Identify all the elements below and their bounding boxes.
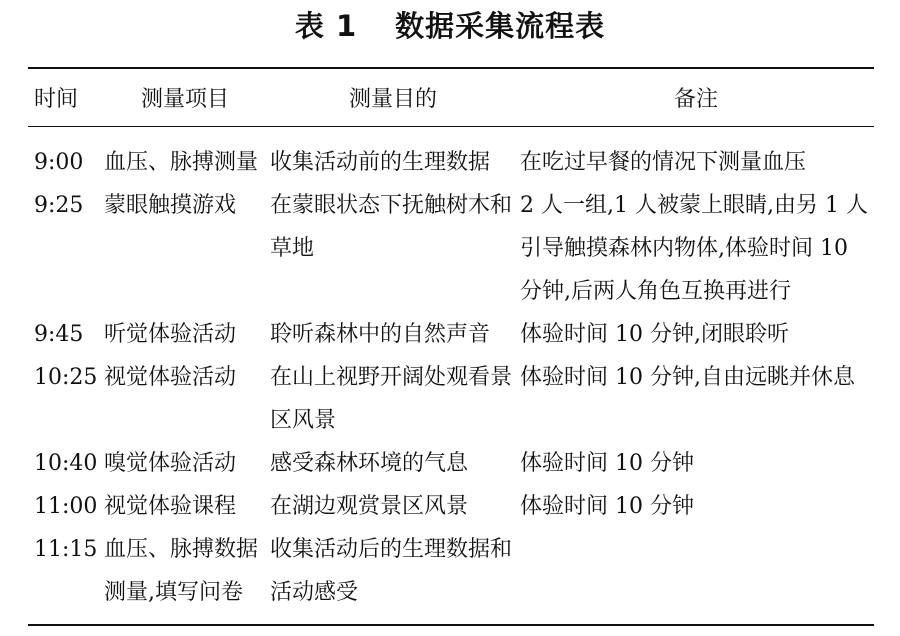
table-row bbox=[28, 485, 874, 528]
cell-note: 体验时间 10 分钟,自由远眺并休息 bbox=[520, 365, 855, 390]
cell-note bbox=[518, 528, 874, 614]
cell-purpose: 在湖边观赏景区风景 bbox=[270, 494, 469, 519]
cell-note: 在吃过早餐的情况下测量血压 bbox=[520, 150, 807, 175]
cell-item: 听觉体验活动 bbox=[104, 322, 237, 347]
header-row bbox=[28, 69, 874, 126]
cell-purpose: 在山上视野开阔处观看景区风景 bbox=[270, 365, 513, 433]
cell-time: 10:25 bbox=[34, 365, 98, 390]
cell-note: 体验时间 10 分钟,闭眼聆听 bbox=[520, 322, 789, 347]
table-body bbox=[28, 126, 874, 614]
cell-item: 蒙眼触摸游戏 bbox=[104, 193, 237, 218]
cell-purpose: 感受森林环境的气息 bbox=[270, 451, 469, 476]
data-collection-table bbox=[28, 69, 874, 614]
cell-item: 嗅觉体验活动 bbox=[104, 451, 237, 476]
cell-note: 2 人一组,1 人被蒙上眼睛,由另 1 人引导触摸森林内物体,体验时间 10 分钟,后两人角色互换再进行 bbox=[520, 193, 868, 304]
cell-time: 9:25 bbox=[34, 193, 84, 218]
table-row bbox=[28, 184, 874, 313]
table-row bbox=[28, 126, 874, 184]
cell-item: 视觉体验课程 bbox=[104, 494, 237, 519]
header-item: 测量项目 bbox=[140, 87, 229, 112]
cell-time: 10:40 bbox=[34, 451, 98, 476]
table-number: 表 1 bbox=[294, 9, 358, 43]
table-row bbox=[28, 356, 874, 442]
cell-time: 9:00 bbox=[34, 150, 84, 175]
cell-item: 血压、脉搏测量 bbox=[104, 150, 259, 175]
header-note: 备注 bbox=[673, 87, 718, 112]
table-title: 数据采集流程表 bbox=[395, 9, 606, 43]
header-time: 时间 bbox=[34, 87, 79, 112]
table-row bbox=[28, 442, 874, 485]
cell-item: 血压、脉搏数据测量,填写问卷 bbox=[104, 537, 259, 605]
table-bottom-rule bbox=[28, 624, 874, 626]
cell-time: 11:00 bbox=[34, 494, 98, 519]
cell-item: 视觉体验活动 bbox=[104, 365, 237, 390]
cell-purpose: 收集活动后的生理数据和活动感受 bbox=[270, 537, 513, 605]
table-caption bbox=[0, 6, 900, 46]
header-purpose: 测量目的 bbox=[348, 87, 437, 112]
table-header bbox=[28, 69, 874, 126]
table-row bbox=[28, 313, 874, 356]
table-row bbox=[28, 528, 874, 614]
cell-time: 11:15 bbox=[34, 537, 98, 562]
cell-purpose: 在蒙眼状态下抚触树木和草地 bbox=[270, 193, 513, 261]
cell-purpose: 收集活动前的生理数据 bbox=[270, 150, 491, 175]
cell-note: 体验时间 10 分钟 bbox=[520, 451, 694, 476]
cell-purpose: 聆听森林中的自然声音 bbox=[270, 322, 491, 347]
cell-note: 体验时间 10 分钟 bbox=[520, 494, 694, 519]
cell-time: 9:45 bbox=[34, 322, 84, 347]
